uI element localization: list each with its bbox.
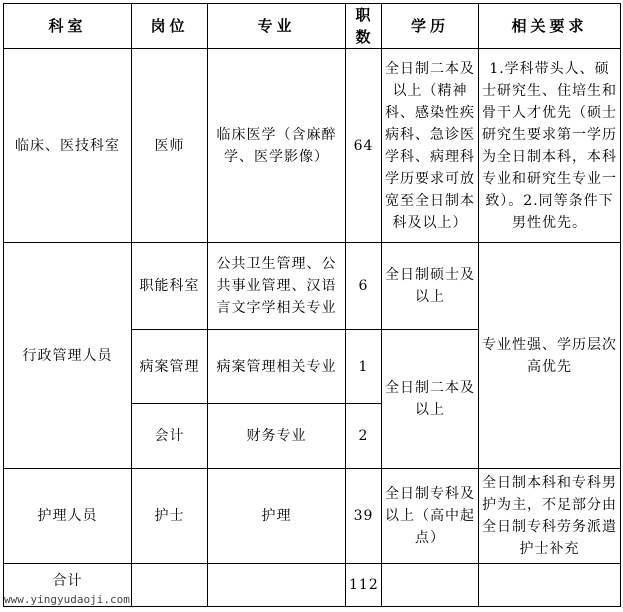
total-label: 合计 bbox=[52, 573, 83, 589]
cell-requirements: 专业性强、学历层次高优先 bbox=[479, 243, 621, 469]
cell-dept: 护理人员 bbox=[4, 469, 132, 564]
cell-total-count: 112 bbox=[346, 564, 382, 607]
cell-post: 会计 bbox=[132, 404, 208, 469]
cell-post: 医师 bbox=[132, 49, 208, 243]
cell-major: 财务专业 bbox=[208, 404, 346, 469]
cell-count: 64 bbox=[346, 49, 382, 243]
cell-count: 1 bbox=[346, 330, 382, 404]
cell-count: 2 bbox=[346, 404, 382, 469]
cell-post: 病案管理 bbox=[132, 330, 208, 404]
table-row-functional bbox=[4, 243, 621, 330]
header-education: 学历 bbox=[382, 4, 479, 49]
cell-requirements: 全日制本科和专科男护为主，不足部分由全日制专科劳务派遣护士补充 bbox=[479, 469, 621, 564]
recruitment-table bbox=[3, 3, 621, 607]
cell-major: 公共卫生管理、公共事业管理、汉语言文字学相关专业 bbox=[208, 243, 346, 330]
cell-requirements: 1.学科带头人、硕士研究生、住培生和骨干人才优先（硕士研究生要求第一学历为全日制本科，本科专业和研究生专业一致）。2.同等条件下男性优先。 bbox=[479, 49, 621, 243]
header-count: 职数 bbox=[346, 4, 382, 49]
cell-education: 全日制二本及以上（精神科、感染性疾病科、急诊医学科、病理科学历要求可放宽至全日制本科及以上） bbox=[382, 49, 479, 243]
cell-dept: 行政管理人员 bbox=[4, 243, 132, 469]
cell-post: 职能科室 bbox=[132, 243, 208, 330]
cell-empty bbox=[132, 564, 208, 607]
cell-count: 6 bbox=[346, 243, 382, 330]
cell-empty bbox=[382, 564, 479, 607]
cell-empty bbox=[479, 564, 621, 607]
header-requirements: 相关要求 bbox=[479, 4, 621, 49]
header-row bbox=[4, 4, 621, 49]
cell-count: 39 bbox=[346, 469, 382, 564]
header-post: 岗位 bbox=[132, 4, 208, 49]
cell-education: 全日制二本及以上 bbox=[382, 330, 479, 469]
cell-empty bbox=[208, 564, 346, 607]
cell-post: 护士 bbox=[132, 469, 208, 564]
watermark: www.yingyudaoji.com bbox=[4, 593, 130, 606]
cell-major: 护理 bbox=[208, 469, 346, 564]
header-dept: 科室 bbox=[4, 4, 132, 49]
header-major: 专业 bbox=[208, 4, 346, 49]
cell-education: 全日制专科及以上（高中起点） bbox=[382, 469, 479, 564]
cell-major: 临床医学（含麻醉学、医学影像） bbox=[208, 49, 346, 243]
table-row-nursing bbox=[4, 469, 621, 564]
cell-major: 病案管理相关专业 bbox=[208, 330, 346, 404]
cell-dept: 临床、医技科室 bbox=[4, 49, 132, 243]
cell-education: 全日制硕士及以上 bbox=[382, 243, 479, 330]
table-row-clinical bbox=[4, 49, 621, 243]
